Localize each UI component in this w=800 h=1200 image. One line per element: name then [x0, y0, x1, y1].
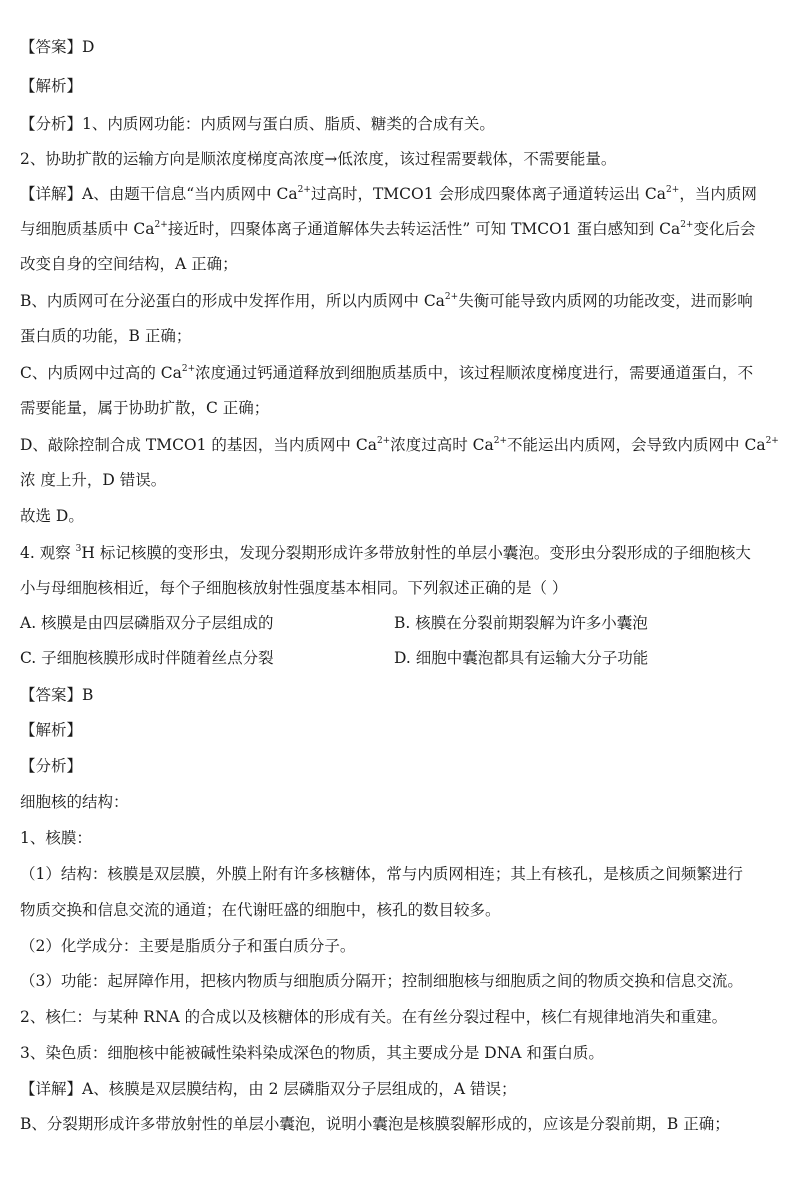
detail-1-line-8: D、敲除控制合成 TMCO1 的基因，当内质网中 $Ca^{2+}$浓度过高时 $Ca^{2+}$不能运出内质网，会导致内质网中 $Ca^{2+}$	[20, 436, 779, 454]
detail-1-line-4: B、内质网可在分泌蛋白的形成中发挥作用，所以内质网中 $Ca^{2+}$失衡可能导致内质网的功能改变，进而影响	[20, 292, 753, 310]
detail-1-line-5: 蛋白质的功能，B 正确；	[20, 327, 192, 345]
fenxi-heading-2: 【分析】	[20, 757, 83, 775]
body-line-6: （3）功能：起屏障作用，把核内物质与细胞质分隔开；控制细胞核与细胞质之间的物质交换和信息交流。	[20, 972, 743, 990]
option-d: D. 细胞中囊泡都具有运输大分子功能	[394, 649, 649, 667]
option-c: C. 子细胞核膜形成时伴随着丝点分裂	[20, 649, 274, 667]
detail-1-line-7: 需要能量，属于协助扩散，C 正确；	[20, 399, 270, 417]
answer-label-1: 【答案】D	[20, 38, 95, 56]
analysis-heading-2: 【解析】	[20, 721, 83, 739]
conclusion-1: 故选 D。	[20, 507, 84, 525]
detail-1-line-2: 与细胞质基质中 $Ca^{2+}$接近时，四聚体离子通道解体失去转运活性” 可知 TMCO1 蛋白感知到 $Ca^{2+}$变化后会	[20, 220, 756, 238]
analysis-1-line-2: 2、协助扩散的运输方向是顺浓度梯度高浓度→低浓度，该过程需要载体，不需要能量。	[20, 150, 617, 168]
body-line-5: （2）化学成分：主要是脂质分子和蛋白质分子。	[20, 937, 356, 955]
question-4-line-1: 4. 观察 $^3$H 标记核膜的变形虫，发现分裂期形成许多带放射性的单层小囊泡。变形虫分裂形成的子细胞核大	[20, 544, 751, 562]
body-line-4: 物质交换和信息交流的通道；在代谢旺盛的细胞中，核孔的数目较多。	[20, 901, 501, 919]
analysis-1-line-1: 【分析】1、内质网功能：内质网与蛋白质、脂质、糖类的合成有关。	[20, 115, 495, 133]
question-4-line-2: 小与母细胞核相近，每个子细胞核放射性强度基本相同。下列叙述正确的是（ ）	[20, 579, 568, 597]
body-line-8: 3、染色质：细胞核中能被碱性染料染成深色的物质，其主要成分是 DNA 和蛋白质。	[20, 1044, 604, 1062]
body-line-9: 【详解】A、核膜是双层膜结构，由 2 层磷脂双分子层组成的，A 错误；	[20, 1080, 517, 1098]
body-line-2: 1、核膜：	[20, 829, 92, 847]
body-line-3: （1）结构：核膜是双层膜，外膜上附有许多核糖体，常与内质网相连；其上有核孔，是核质之间频繁进行	[20, 865, 743, 883]
body-line-1: 细胞核的结构：	[20, 793, 129, 811]
body-line-7: 2、核仁：与某种 RNA 的合成以及核糖体的形成有关。在有丝分裂过程中，核仁有规律地消失和重建。	[20, 1008, 728, 1026]
analysis-heading-1: 【解析】	[20, 77, 83, 95]
detail-1-line-9: 浓 度上升，D 错误。	[20, 471, 167, 489]
detail-1-line-1: 【详解】A、由题干信息“当内质网中 $Ca^{2+}$过高时，TMCO1 会形成四聚体离子通道转运出 $Ca^{2+}$，当内质网	[20, 185, 757, 203]
option-a: A. 核膜是由四层磷脂双分子层组成的	[20, 614, 274, 632]
answer-label-2: 【答案】B	[20, 686, 94, 704]
detail-1-line-6: C、内质网中过高的 $Ca^{2+}$浓度通过钙通道释放到细胞质基质中，该过程顺浓度梯度进行，需要通道蛋白，不	[20, 364, 754, 382]
detail-1-line-3: 改变自身的空间结构，A 正确；	[20, 255, 238, 273]
option-b: B. 核膜在分裂前期裂解为许多小囊泡	[394, 614, 648, 632]
body-line-10: B、分裂期形成许多带放射性的单层小囊泡，说明小囊泡是核膜裂解形成的，应该是分裂前期，B 正确；	[20, 1115, 730, 1133]
